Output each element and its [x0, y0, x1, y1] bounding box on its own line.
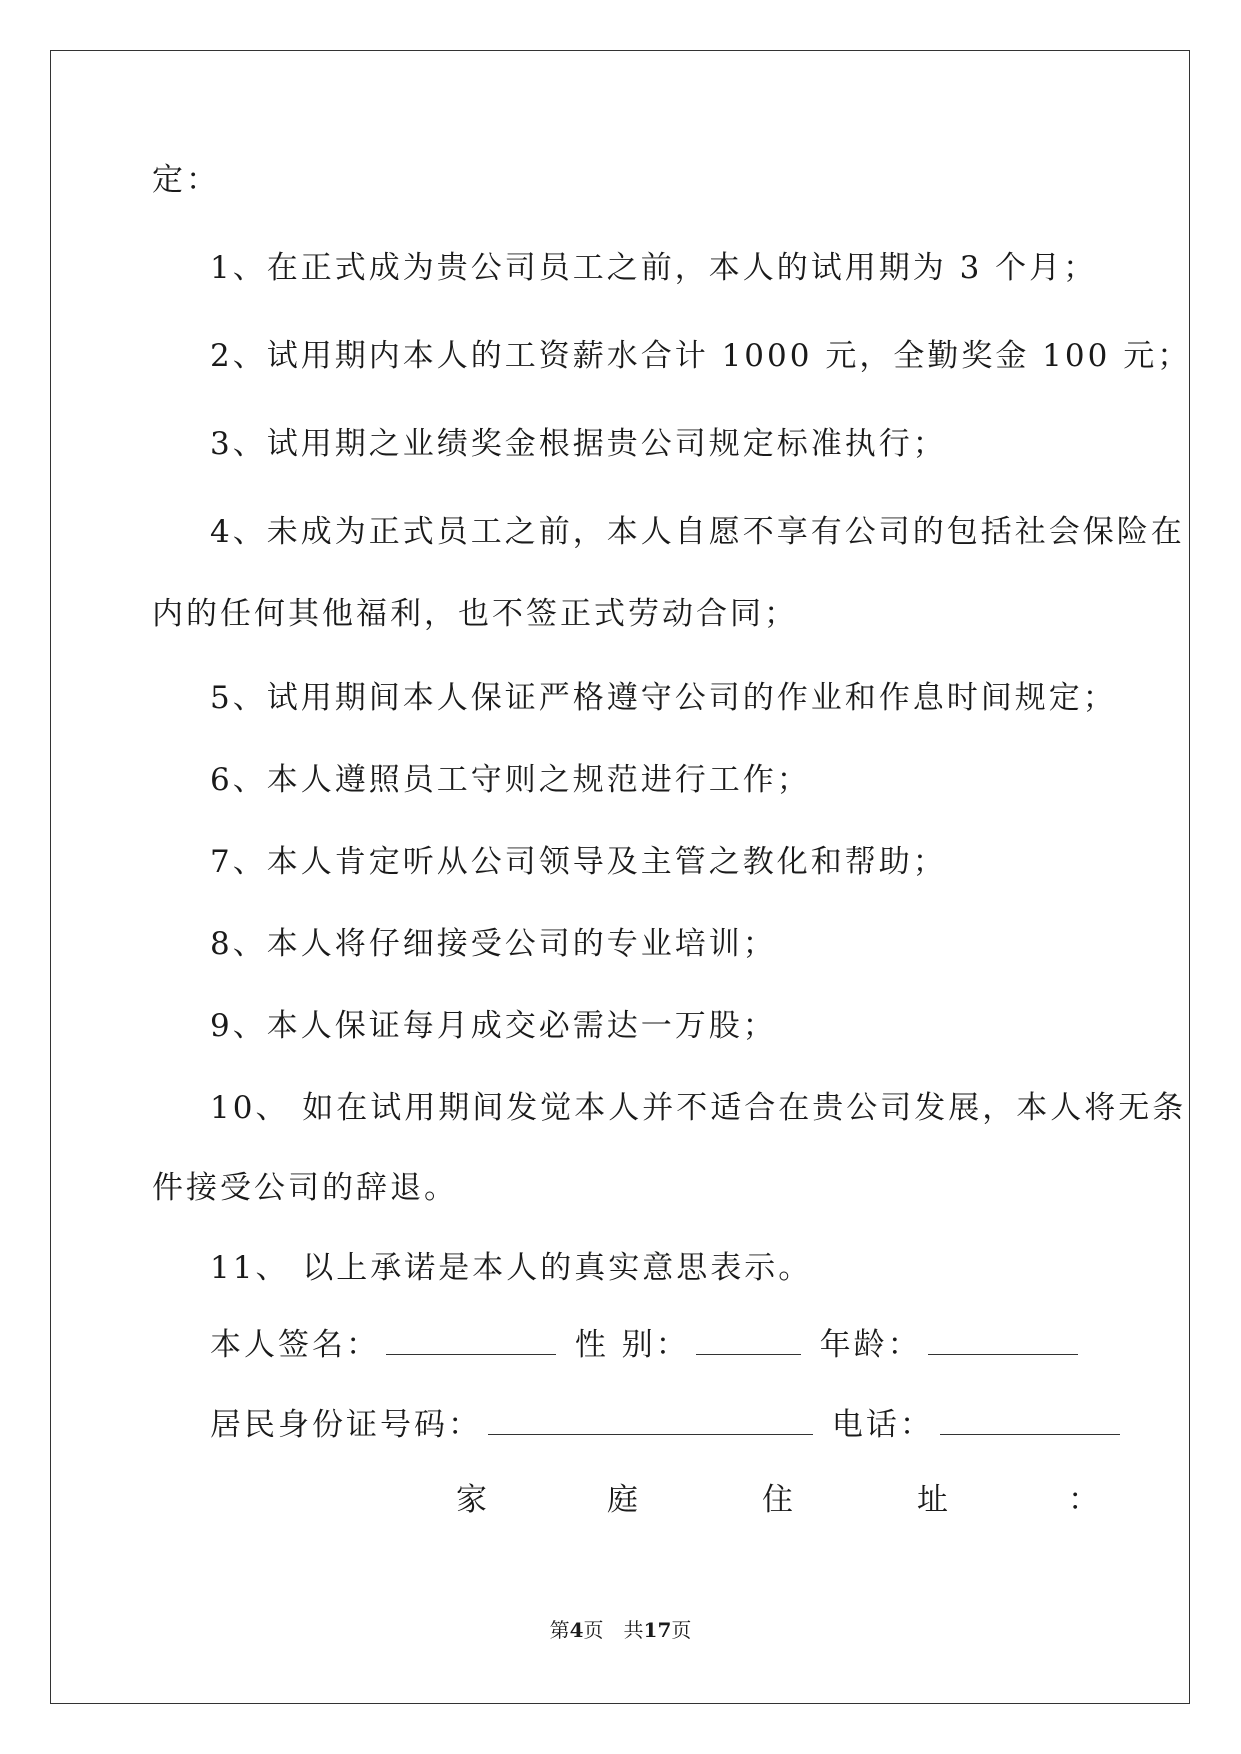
- id-number-label: 居民身份证号码：: [210, 1407, 482, 1443]
- clause-11: 11、 以上承诺是本人的真实意思表示。: [210, 1250, 813, 1286]
- phone-field[interactable]: [940, 1404, 1120, 1435]
- clause-10-line-2: 件接受公司的辞退。: [152, 1170, 458, 1206]
- footer-suffix: 页: [671, 1618, 692, 1642]
- id-phone-row: [210, 1404, 1126, 1445]
- address-label-char-1: 家: [456, 1482, 487, 1518]
- age-label: 年龄：: [819, 1327, 922, 1363]
- signature-label: 本人签名：: [210, 1327, 380, 1363]
- address-label-char-2: 庭: [607, 1482, 638, 1518]
- page-footer: [0, 1618, 1241, 1642]
- current-page-number: 4: [569, 1618, 584, 1642]
- address-label-char-3: 住: [762, 1482, 793, 1518]
- gender-label: 性 别：: [574, 1327, 690, 1363]
- clause-4-line-2: 内的任何其他福利，也不签正式劳动合同；: [152, 596, 798, 632]
- footer-prefix: 第: [549, 1618, 570, 1642]
- clause-1: 1、在正式成为贵公司员工之前，本人的试用期为 3 个月；: [210, 250, 1098, 286]
- clause-10-line-1: 10、 如在试用期间发觉本人并不适合在贵公司发展，本人将无条: [210, 1090, 1187, 1126]
- address-label-char-4: 址: [917, 1482, 948, 1518]
- clause-6: 6、本人遵照员工守则之规范进行工作；: [210, 762, 811, 798]
- id-number-field[interactable]: [488, 1404, 813, 1435]
- clause-2: 2、试用期内本人的工资薪水合计 1000 元，全勤奖金 100 元；: [210, 338, 1192, 374]
- total-page-count: 17: [643, 1618, 672, 1642]
- footer-mid: 页 共: [583, 1618, 644, 1642]
- age-field[interactable]: [928, 1324, 1078, 1355]
- clause-9: 9、本人保证每月成交必需达一万股；: [210, 1008, 777, 1044]
- signature-field[interactable]: [386, 1324, 556, 1355]
- clause-5: 5、试用期间本人保证严格遵守公司的作业和作息时间规定；: [210, 680, 1117, 716]
- clause-7: 7、本人肯定听从公司领导及主管之教化和帮助；: [210, 844, 947, 880]
- clause-8: 8、本人将仔细接受公司的专业培训；: [210, 926, 777, 962]
- address-label-colon: ：: [1068, 1482, 1099, 1518]
- paragraph-continuation: 定：: [152, 162, 220, 198]
- clause-3: 3、试用期之业绩奖金根据贵公司规定标准执行；: [210, 426, 947, 462]
- signature-row: [210, 1324, 1084, 1365]
- phone-label: 电话：: [831, 1407, 934, 1443]
- gender-field[interactable]: [696, 1324, 801, 1355]
- clause-4-line-1: 4、未成为正式员工之前，本人自愿不享有公司的包括社会保险在: [210, 514, 1185, 550]
